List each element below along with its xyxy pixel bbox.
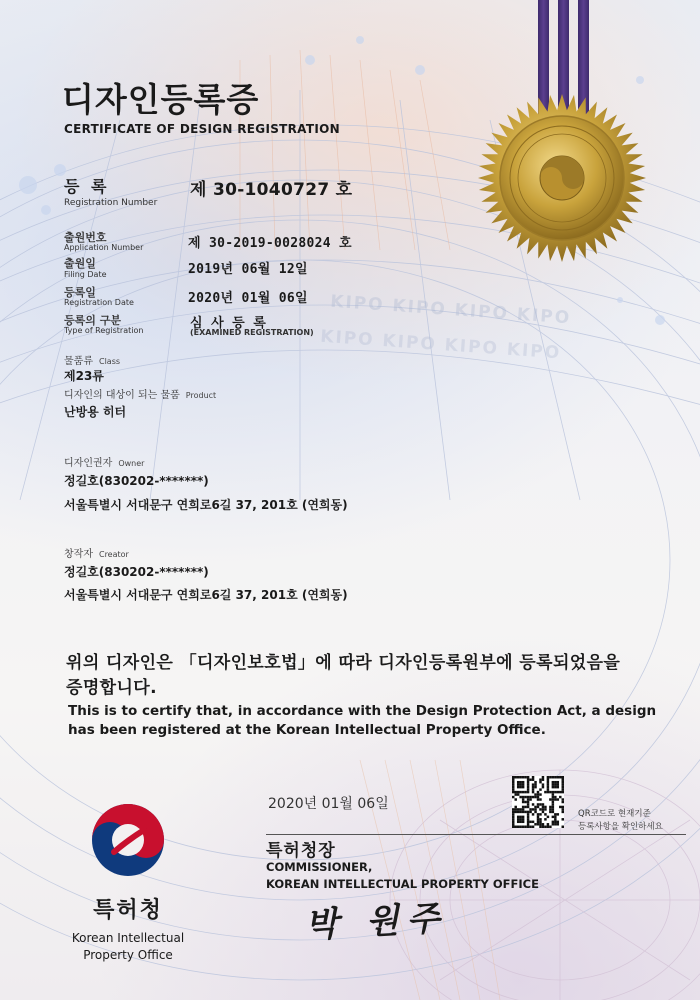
registration-number: 제 30-1040727 호 — [190, 180, 353, 200]
registration-type-label: 등록의 구분 — [64, 314, 121, 327]
product-label-english: Product — [185, 391, 217, 400]
application-number-label-english: Application Number — [64, 243, 144, 252]
certification-english-line-1: This is to certify that, in accordance with the Design Protection Act, a design — [68, 703, 657, 719]
creator-label-english: Creator — [98, 550, 129, 559]
application-number-value: 제 30-2019-0028024 호 — [188, 236, 352, 251]
registration-date-label: 등록일 — [64, 286, 96, 299]
registration-label-korean: 등 록 — [64, 177, 110, 196]
registration-date-label-english: Registration Date — [64, 298, 134, 307]
registration-label-english: Registration Number — [64, 198, 158, 208]
commissioner-signature: 박 원주 — [304, 898, 449, 946]
certification-english-line-2: has been registered at the Korean Intellectual Property Office. — [68, 722, 546, 738]
qr-note-line-2: 등록사항을 확인하세요 — [578, 822, 663, 832]
commissioner-title-korean: 특허청장 — [266, 841, 336, 861]
certification-korean-line-1: 위의 디자인은 「디자인보호법」에 따라 디자인등록원부에 등록되었음을 — [66, 653, 621, 673]
kipo-watermark-2: KIPO KIPO KIPO KIPO — [319, 326, 562, 364]
registration-date-value: 2020년 01월 06일 — [188, 291, 308, 306]
registration-type-label-english: Type of Registration — [64, 326, 144, 335]
commissioner-title-english-line-1: COMMISSIONER, — [266, 860, 373, 874]
office-name-english-line-1: Korean Intellectual — [71, 931, 185, 945]
creator-address: 서울특별시 서대문구 연희로6길 37, 201호 (연희동) — [64, 588, 348, 602]
registration-type-value: 심 사 등 록 — [190, 316, 268, 331]
creator-label-korean: 창작자 — [64, 549, 93, 560]
owner-label — [64, 454, 144, 469]
title-korean: 디자인등록증 — [62, 80, 260, 119]
signature-divider — [266, 834, 686, 835]
owner-name: 정길호(830202-*******) — [64, 474, 209, 488]
product-label — [64, 386, 216, 401]
qr-code-icon — [512, 776, 564, 828]
qr-note — [578, 808, 663, 834]
office-name-english — [58, 930, 198, 964]
creator-label — [64, 545, 129, 560]
class-value: 제23류 — [64, 369, 104, 383]
certification-korean-line-2: 증명합니다. — [66, 678, 157, 698]
kipo-logo-icon — [88, 800, 168, 880]
owner-address: 서울특별시 서대문구 연희로6길 37, 201호 (연희동) — [64, 498, 348, 512]
title-english: CERTIFICATE OF DESIGN REGISTRATION — [64, 122, 340, 136]
kipo-watermark: KIPO KIPO KIPO KIPO — [329, 291, 572, 329]
class-label-english: Class — [98, 357, 121, 366]
product-label-korean: 디자인의 대상이 되는 물품 — [64, 390, 180, 401]
registration-type-value-english: (EXAMINED REGISTRATION) — [190, 328, 314, 337]
commissioner-title-english-line-2: KOREAN INTELLECTUAL PROPERTY OFFICE — [266, 877, 539, 891]
creator-name: 정길호(830202-*******) — [64, 565, 209, 579]
office-name-korean: 특허청 — [93, 898, 163, 923]
filing-date-label: 출원일 — [64, 257, 96, 270]
owner-label-korean: 디자인권자 — [64, 458, 113, 469]
owner-label-english: Owner — [118, 459, 145, 468]
application-number-label: 출원번호 — [64, 231, 107, 244]
qr-note-line-1: QR코드로 현재기준 — [578, 809, 651, 819]
filing-date-value: 2019년 06월 12일 — [188, 262, 308, 277]
filing-date-label-english: Filing Date — [64, 270, 107, 279]
class-label-korean: 물품류 — [64, 356, 93, 367]
issue-date: 2020년 01월 06일 — [268, 796, 389, 812]
office-name-english-line-2: Property Office — [83, 948, 173, 962]
class-label — [64, 352, 120, 367]
product-value: 난방용 히터 — [64, 405, 127, 419]
gold-seal-icon — [476, 92, 648, 264]
